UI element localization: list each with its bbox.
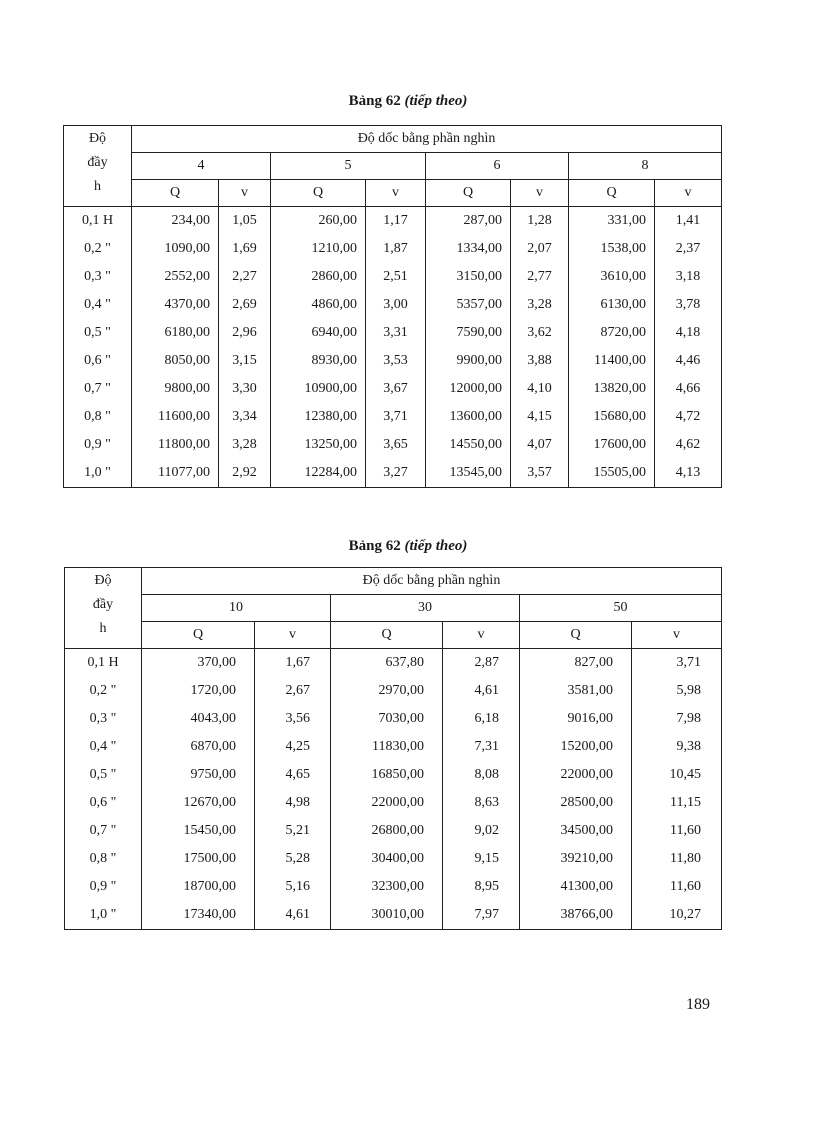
flow-q-cell: 11077,00 [132, 459, 219, 488]
table2-row [65, 873, 722, 901]
table2-stub-line: h [99, 621, 107, 636]
table1-v-header: v [366, 180, 426, 207]
velocity-v-cell: 4,66 [655, 375, 722, 403]
flow-q-cell: 11830,00 [331, 733, 443, 761]
flow-q-cell: 30010,00 [331, 901, 443, 930]
flow-q-cell: 12284,00 [271, 459, 366, 488]
velocity-v-cell: 4,61 [443, 677, 520, 705]
fill-ratio-cell: 0,2 " [64, 235, 132, 263]
table2-caption-subtitle: (tiếp theo) [404, 538, 468, 554]
velocity-v-cell: 4,65 [255, 761, 331, 789]
table1-slope-header: 6 [426, 153, 569, 180]
table1-group-header: Độ dốc bằng phần nghìn [132, 126, 722, 153]
flow-q-cell: 39210,00 [520, 845, 632, 873]
table2-v-header: v [632, 622, 722, 649]
fill-ratio-cell: 1,0 " [65, 901, 142, 930]
flow-q-cell: 16850,00 [331, 761, 443, 789]
velocity-v-cell: 4,98 [255, 789, 331, 817]
velocity-v-cell: 5,28 [255, 845, 331, 873]
velocity-v-cell: 4,46 [655, 347, 722, 375]
table2-row [65, 677, 722, 705]
table2-row [65, 733, 722, 761]
flow-q-cell: 32300,00 [331, 873, 443, 901]
flow-q-cell: 2860,00 [271, 263, 366, 291]
velocity-v-cell: 10,27 [632, 901, 722, 930]
velocity-v-cell: 4,10 [511, 375, 569, 403]
flow-q-cell: 11800,00 [132, 431, 219, 459]
flow-q-cell: 41300,00 [520, 873, 632, 901]
flow-q-cell: 6180,00 [132, 319, 219, 347]
table2-body [65, 649, 722, 930]
velocity-v-cell: 3,65 [366, 431, 426, 459]
velocity-v-cell: 7,98 [632, 705, 722, 733]
table2-v-header: v [443, 622, 520, 649]
velocity-v-cell: 1,41 [655, 207, 722, 236]
velocity-v-cell: 3,34 [219, 403, 271, 431]
velocity-v-cell: 5,21 [255, 817, 331, 845]
flow-q-cell: 8720,00 [569, 319, 655, 347]
velocity-v-cell: 3,27 [366, 459, 426, 488]
flow-q-cell: 4860,00 [271, 291, 366, 319]
velocity-v-cell: 2,51 [366, 263, 426, 291]
flow-q-cell: 6940,00 [271, 319, 366, 347]
table2-stub-header [65, 568, 142, 649]
fill-ratio-cell: 0,4 " [65, 733, 142, 761]
table2-q-header: Q [142, 622, 255, 649]
flow-q-cell: 12000,00 [426, 375, 511, 403]
velocity-v-cell: 3,28 [219, 431, 271, 459]
fill-ratio-cell: 0,4 " [64, 291, 132, 319]
table2-row [65, 705, 722, 733]
table1-caption [0, 93, 816, 110]
table1-v-header: v [511, 180, 569, 207]
flow-q-cell: 370,00 [142, 649, 255, 678]
velocity-v-cell: 4,61 [255, 901, 331, 930]
velocity-v-cell: 3,71 [632, 649, 722, 678]
fill-ratio-cell: 0,2 " [65, 677, 142, 705]
flow-q-cell: 3610,00 [569, 263, 655, 291]
velocity-v-cell: 3,00 [366, 291, 426, 319]
fill-ratio-cell: 0,1 H [64, 207, 132, 236]
table1-row [64, 375, 722, 403]
velocity-v-cell: 3,15 [219, 347, 271, 375]
table1-stub-line: Độ [88, 131, 107, 146]
velocity-v-cell: 2,27 [219, 263, 271, 291]
flow-q-cell: 7030,00 [331, 705, 443, 733]
table1-body [64, 207, 722, 488]
flow-q-cell: 13545,00 [426, 459, 511, 488]
flow-q-cell: 17600,00 [569, 431, 655, 459]
velocity-v-cell: 11,60 [632, 873, 722, 901]
velocity-v-cell: 4,13 [655, 459, 722, 488]
velocity-v-cell: 2,07 [511, 235, 569, 263]
flow-q-cell: 2552,00 [132, 263, 219, 291]
fill-ratio-cell: 0,7 " [65, 817, 142, 845]
table2-q-header: Q [520, 622, 632, 649]
table2-slope-header: 30 [331, 595, 520, 622]
velocity-v-cell: 3,78 [655, 291, 722, 319]
table1-q-header: Q [132, 180, 219, 207]
velocity-v-cell: 2,77 [511, 263, 569, 291]
flow-q-cell: 10900,00 [271, 375, 366, 403]
flow-q-cell: 15450,00 [142, 817, 255, 845]
fill-ratio-cell: 0,5 " [65, 761, 142, 789]
table1-slope-header: 8 [569, 153, 722, 180]
flow-q-cell: 9750,00 [142, 761, 255, 789]
flow-q-cell: 287,00 [426, 207, 511, 236]
table2-row [65, 845, 722, 873]
flow-q-cell: 1538,00 [569, 235, 655, 263]
table1-stub-header [64, 126, 132, 207]
fill-ratio-cell: 0,8 " [64, 403, 132, 431]
flow-q-cell: 34500,00 [520, 817, 632, 845]
flow-q-cell: 12380,00 [271, 403, 366, 431]
flow-q-cell: 6870,00 [142, 733, 255, 761]
velocity-v-cell: 2,92 [219, 459, 271, 488]
table1 [63, 125, 722, 488]
velocity-v-cell: 4,18 [655, 319, 722, 347]
flow-q-cell: 17340,00 [142, 901, 255, 930]
flow-q-cell: 8930,00 [271, 347, 366, 375]
velocity-v-cell: 1,87 [366, 235, 426, 263]
flow-q-cell: 7590,00 [426, 319, 511, 347]
table2-stub-line: đầy [92, 597, 114, 612]
table1-slope-header: 4 [132, 153, 271, 180]
velocity-v-cell: 11,60 [632, 817, 722, 845]
velocity-v-cell: 1,05 [219, 207, 271, 236]
velocity-v-cell: 5,98 [632, 677, 722, 705]
table1-row [64, 291, 722, 319]
table2-slope-header: 50 [520, 595, 722, 622]
table1-v-header: v [655, 180, 722, 207]
table2-stub-line: Độ [94, 573, 112, 588]
velocity-v-cell: 3,67 [366, 375, 426, 403]
page-number: 189 [686, 996, 710, 1013]
fill-ratio-cell: 1,0 " [64, 459, 132, 488]
flow-q-cell: 17500,00 [142, 845, 255, 873]
flow-q-cell: 11600,00 [132, 403, 219, 431]
table1-stub-line: đầy [87, 155, 108, 170]
table2-caption-title: Bảng 62 [348, 538, 401, 554]
fill-ratio-cell: 0,1 H [65, 649, 142, 678]
velocity-v-cell: 9,38 [632, 733, 722, 761]
table1-row [64, 403, 722, 431]
fill-ratio-cell: 0,6 " [64, 347, 132, 375]
table1-stub-line: h [94, 179, 101, 194]
flow-q-cell: 28500,00 [520, 789, 632, 817]
flow-q-cell: 3150,00 [426, 263, 511, 291]
flow-q-cell: 1334,00 [426, 235, 511, 263]
flow-q-cell: 4370,00 [132, 291, 219, 319]
velocity-v-cell: 4,62 [655, 431, 722, 459]
velocity-v-cell: 8,08 [443, 761, 520, 789]
velocity-v-cell: 4,07 [511, 431, 569, 459]
velocity-v-cell: 1,69 [219, 235, 271, 263]
table1-q-header: Q [271, 180, 366, 207]
flow-q-cell: 827,00 [520, 649, 632, 678]
table1-caption-subtitle: (tiếp theo) [404, 93, 468, 109]
velocity-v-cell: 4,15 [511, 403, 569, 431]
table1-slope-header: 5 [271, 153, 426, 180]
table1-row [64, 263, 722, 291]
flow-q-cell: 18700,00 [142, 873, 255, 901]
table2-q-header: Q [331, 622, 443, 649]
velocity-v-cell: 7,97 [443, 901, 520, 930]
table2-slope-header: 10 [142, 595, 331, 622]
table2-row [65, 817, 722, 845]
fill-ratio-cell: 0,5 " [64, 319, 132, 347]
velocity-v-cell: 3,62 [511, 319, 569, 347]
table1-row [64, 207, 722, 236]
flow-q-cell: 1090,00 [132, 235, 219, 263]
velocity-v-cell: 9,02 [443, 817, 520, 845]
fill-ratio-cell: 0,9 " [65, 873, 142, 901]
flow-q-cell: 15200,00 [520, 733, 632, 761]
flow-q-cell: 6130,00 [569, 291, 655, 319]
flow-q-cell: 9900,00 [426, 347, 511, 375]
flow-q-cell: 22000,00 [520, 761, 632, 789]
table1-row [64, 235, 722, 263]
flow-q-cell: 15680,00 [569, 403, 655, 431]
velocity-v-cell: 8,95 [443, 873, 520, 901]
table2-caption [0, 538, 816, 555]
table1-row [64, 431, 722, 459]
table2-row [65, 901, 722, 930]
flow-q-cell: 637,80 [331, 649, 443, 678]
flow-q-cell: 260,00 [271, 207, 366, 236]
flow-q-cell: 4043,00 [142, 705, 255, 733]
flow-q-cell: 234,00 [132, 207, 219, 236]
table1-v-header: v [219, 180, 271, 207]
velocity-v-cell: 10,45 [632, 761, 722, 789]
table2-row [65, 649, 722, 678]
table2-group-header: Độ dốc bằng phần nghìn [142, 568, 722, 595]
flow-q-cell: 2970,00 [331, 677, 443, 705]
flow-q-cell: 15505,00 [569, 459, 655, 488]
fill-ratio-cell: 0,8 " [65, 845, 142, 873]
velocity-v-cell: 3,56 [255, 705, 331, 733]
velocity-v-cell: 8,63 [443, 789, 520, 817]
table1-q-header: Q [426, 180, 511, 207]
fill-ratio-cell: 0,7 " [64, 375, 132, 403]
flow-q-cell: 11400,00 [569, 347, 655, 375]
velocity-v-cell: 11,15 [632, 789, 722, 817]
flow-q-cell: 14550,00 [426, 431, 511, 459]
flow-q-cell: 3581,00 [520, 677, 632, 705]
flow-q-cell: 8050,00 [132, 347, 219, 375]
velocity-v-cell: 3,88 [511, 347, 569, 375]
flow-q-cell: 26800,00 [331, 817, 443, 845]
table1-row [64, 347, 722, 375]
flow-q-cell: 1210,00 [271, 235, 366, 263]
velocity-v-cell: 3,57 [511, 459, 569, 488]
flow-q-cell: 38766,00 [520, 901, 632, 930]
table2-row [65, 761, 722, 789]
table2 [64, 567, 722, 930]
fill-ratio-cell: 0,3 " [65, 705, 142, 733]
flow-q-cell: 13600,00 [426, 403, 511, 431]
velocity-v-cell: 3,18 [655, 263, 722, 291]
velocity-v-cell: 2,67 [255, 677, 331, 705]
table2-row [65, 789, 722, 817]
velocity-v-cell: 3,53 [366, 347, 426, 375]
flow-q-cell: 5357,00 [426, 291, 511, 319]
table1-row [64, 459, 722, 488]
velocity-v-cell: 3,31 [366, 319, 426, 347]
velocity-v-cell: 9,15 [443, 845, 520, 873]
velocity-v-cell: 2,37 [655, 235, 722, 263]
flow-q-cell: 9800,00 [132, 375, 219, 403]
flow-q-cell: 9016,00 [520, 705, 632, 733]
velocity-v-cell: 4,72 [655, 403, 722, 431]
velocity-v-cell: 3,71 [366, 403, 426, 431]
velocity-v-cell: 1,17 [366, 207, 426, 236]
flow-q-cell: 13250,00 [271, 431, 366, 459]
flow-q-cell: 22000,00 [331, 789, 443, 817]
flow-q-cell: 331,00 [569, 207, 655, 236]
velocity-v-cell: 11,80 [632, 845, 722, 873]
table1-q-header: Q [569, 180, 655, 207]
flow-q-cell: 1720,00 [142, 677, 255, 705]
velocity-v-cell: 1,67 [255, 649, 331, 678]
flow-q-cell: 13820,00 [569, 375, 655, 403]
table1-row [64, 319, 722, 347]
fill-ratio-cell: 0,6 " [65, 789, 142, 817]
table1-caption-title: Bảng 62 [348, 93, 401, 109]
velocity-v-cell: 2,69 [219, 291, 271, 319]
table2-v-header: v [255, 622, 331, 649]
velocity-v-cell: 7,31 [443, 733, 520, 761]
velocity-v-cell: 3,30 [219, 375, 271, 403]
velocity-v-cell: 3,28 [511, 291, 569, 319]
velocity-v-cell: 4,25 [255, 733, 331, 761]
flow-q-cell: 30400,00 [331, 845, 443, 873]
velocity-v-cell: 2,87 [443, 649, 520, 678]
velocity-v-cell: 6,18 [443, 705, 520, 733]
flow-q-cell: 12670,00 [142, 789, 255, 817]
fill-ratio-cell: 0,3 " [64, 263, 132, 291]
fill-ratio-cell: 0,9 " [64, 431, 132, 459]
velocity-v-cell: 5,16 [255, 873, 331, 901]
velocity-v-cell: 2,96 [219, 319, 271, 347]
velocity-v-cell: 1,28 [511, 207, 569, 236]
